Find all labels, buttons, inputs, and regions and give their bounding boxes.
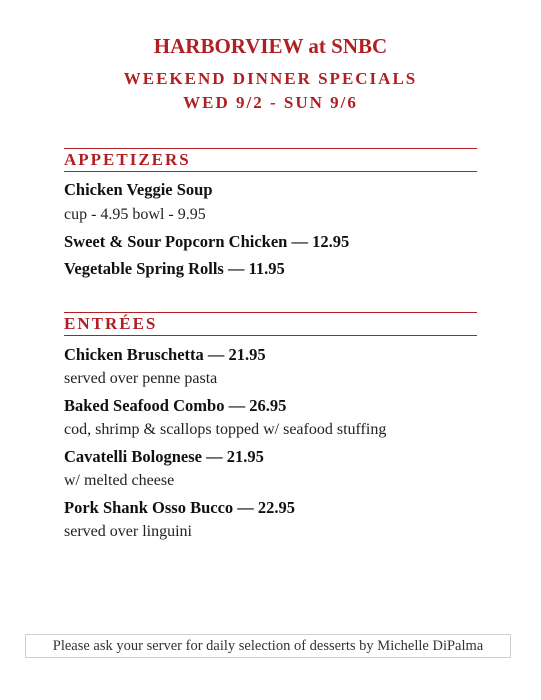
menu-item-name: Chicken Veggie Soup [64,180,213,199]
menu-item-name: Baked Seafood Combo — 26.95 [64,396,287,415]
menu-item-name: Vegetable Spring Rolls — 11.95 [64,259,285,278]
section-heading-label: ENTRÉES [64,314,158,333]
menu-dates: WED 9/2 - SUN 9/6 [183,93,358,112]
menu-item-name: Sweet & Sour Popcorn Chicken — 12.95 [64,232,350,251]
section-appetizers-heading [64,148,477,172]
menu-item-desc: cod, shrimp & scallops topped w/ seafood stuffing [64,421,387,438]
menu-item-desc: served over penne pasta [64,370,218,387]
menu-item-name: Cavatelli Bolognese — 21.95 [64,447,264,466]
menu-item-desc: served over linguini [64,523,192,540]
menu-item-name: Chicken Bruschetta — 21.95 [64,345,266,364]
menu-subtitle: WEEKEND DINNER SPECIALS [123,69,418,88]
restaurant-title: HARBORVIEW at SNBC [153,34,388,58]
menu-item-desc: cup - 4.95 bowl - 9.95 [64,206,206,223]
section-heading-label: APPETIZERS [64,150,191,169]
section-entrees-heading [64,312,477,336]
dessert-note: Please ask your server for daily selection of desserts by Michelle DiPalma [25,634,511,658]
menu-item-name: Pork Shank Osso Bucco — 22.95 [64,498,296,517]
menu-item-desc: w/ melted cheese [64,472,175,489]
